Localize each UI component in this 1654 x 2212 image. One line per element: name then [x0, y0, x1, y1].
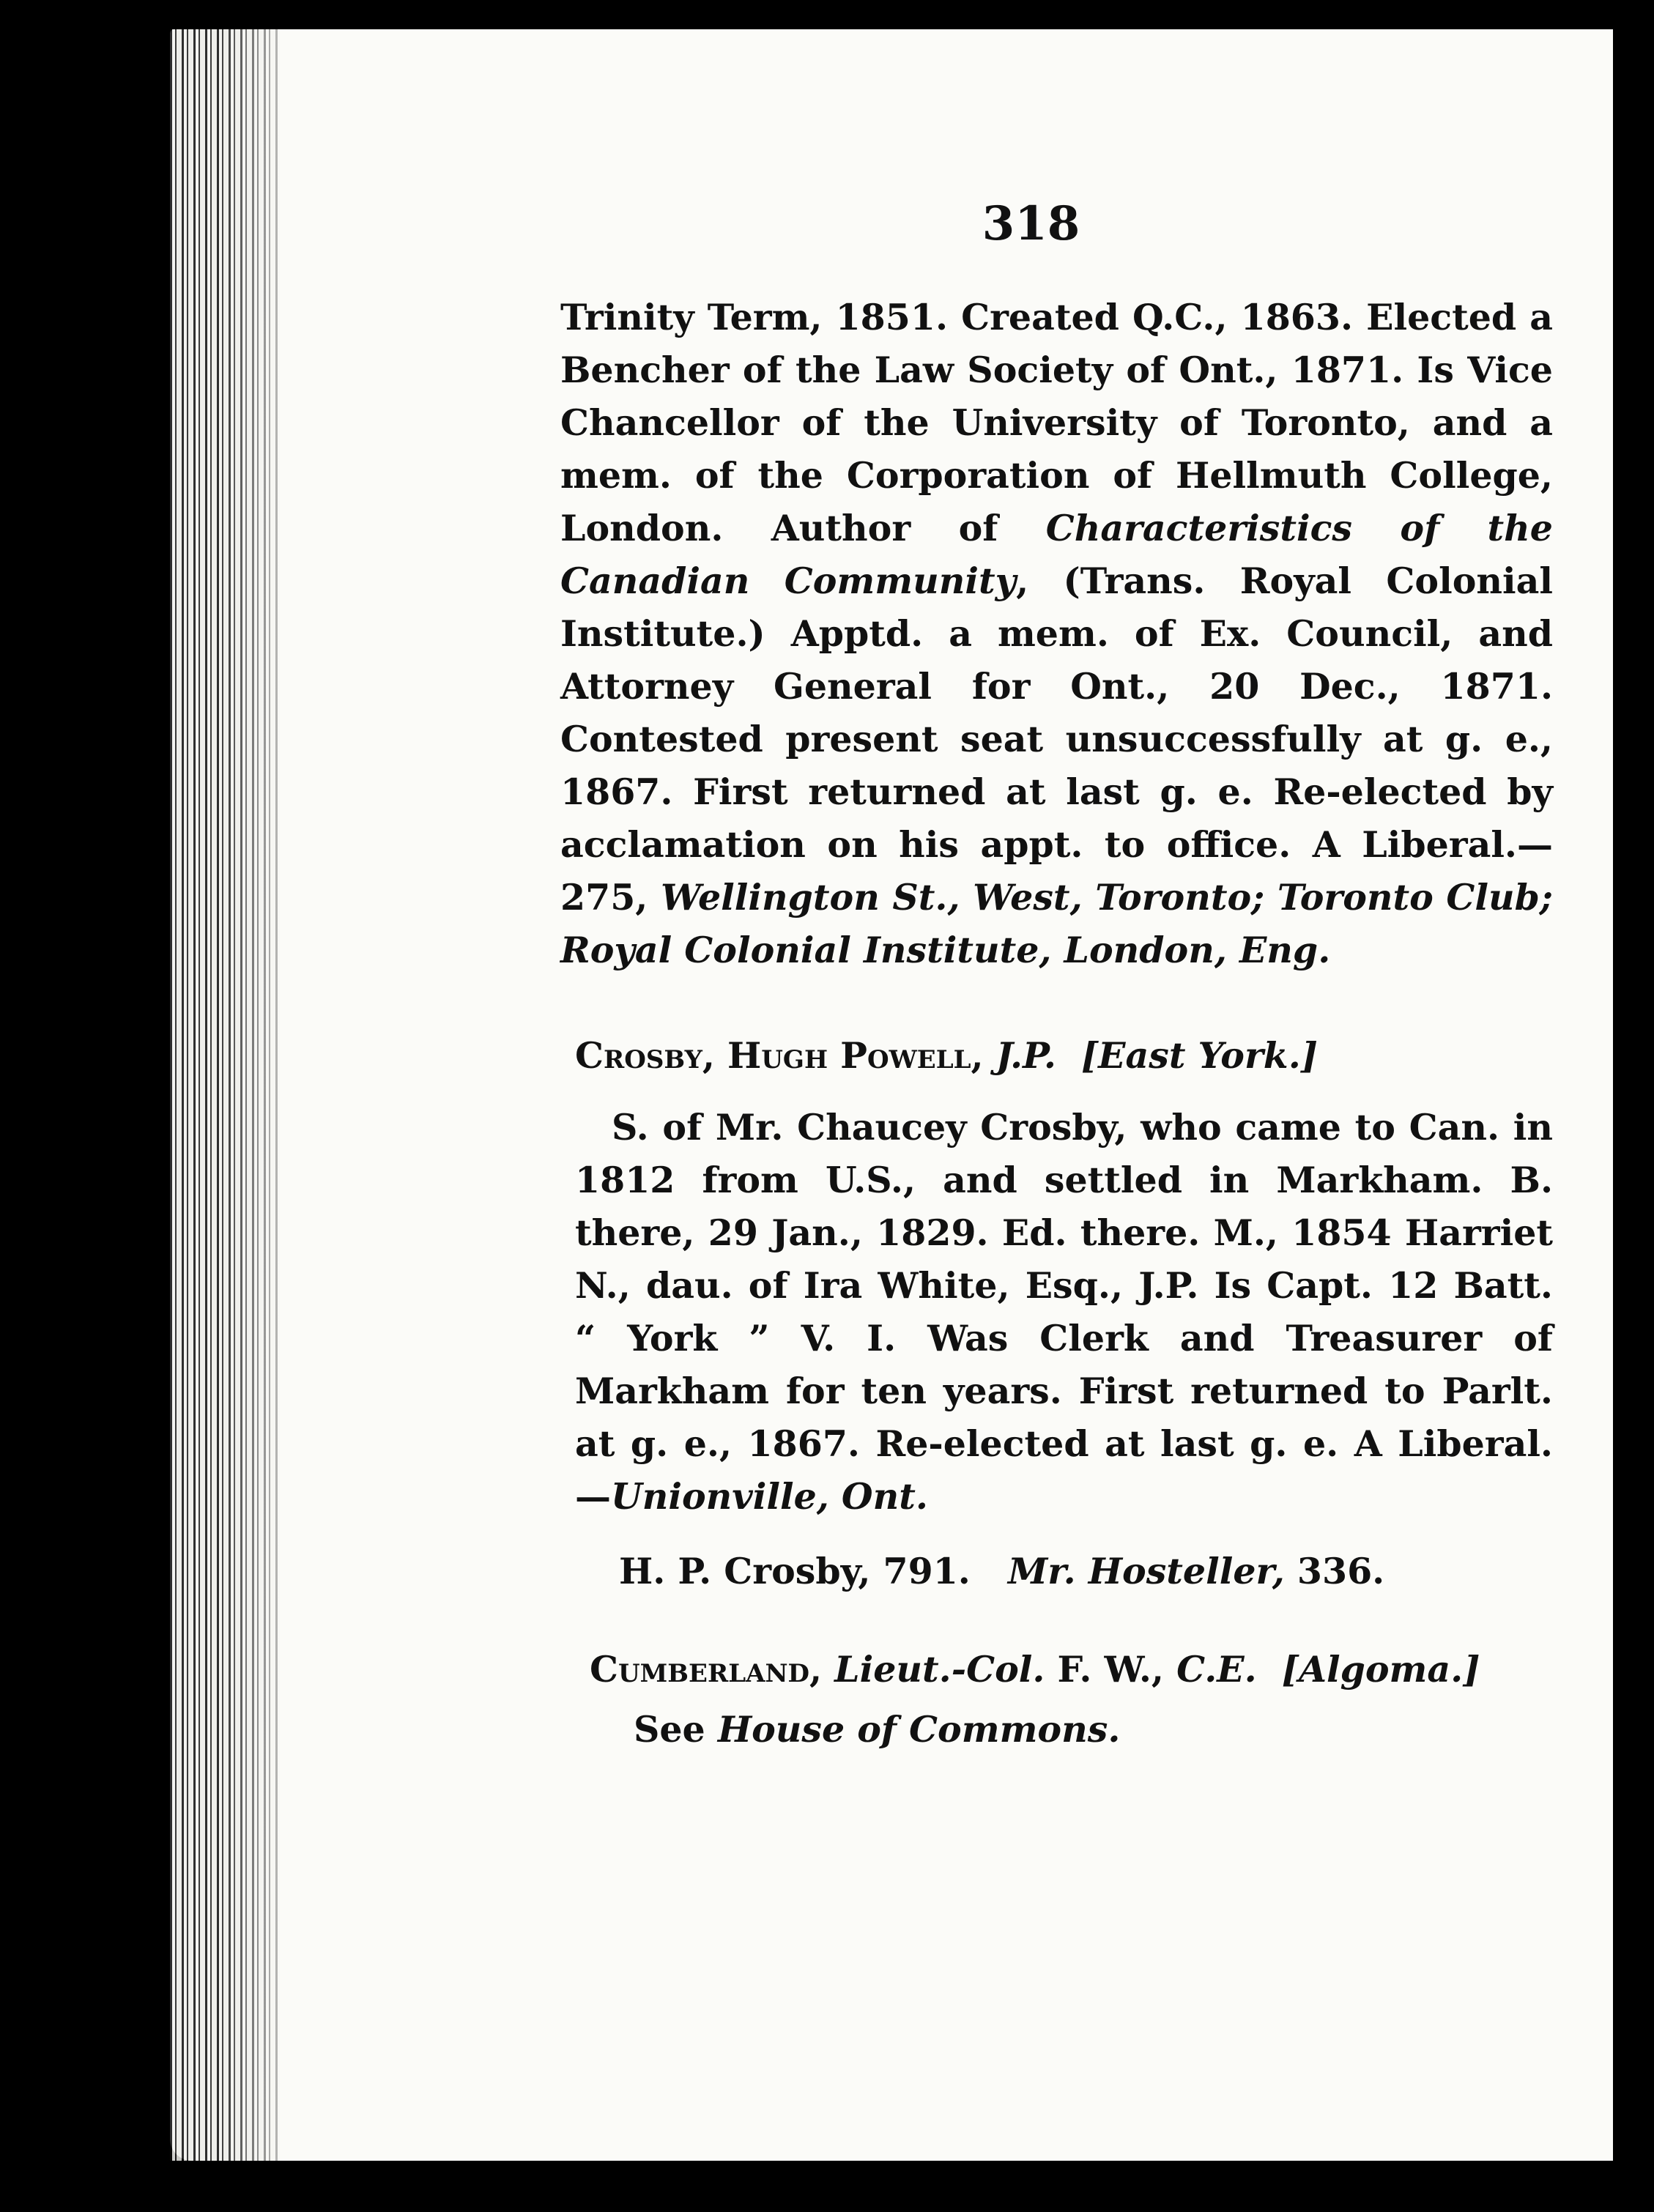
- crosby-names: Hugh Powell,: [727, 1034, 984, 1077]
- cumberland-initials: F. W.,: [1057, 1648, 1164, 1690]
- entry-crosby-heading: [575, 1029, 1553, 1082]
- cumberland-surname: Cumberland,: [590, 1648, 823, 1690]
- crosby-constituency: [East York.]: [1081, 1034, 1318, 1077]
- entry-crosby-paragraph: [575, 1101, 1553, 1523]
- page-edge-fade: [220, 29, 308, 2161]
- crosby-votes-a: H. P. Crosby, 791.: [619, 1550, 971, 1592]
- entry-continued-book-title: Characteristics of the Canadian Community: [560, 507, 1553, 602]
- crosby-body-text: S. of Mr. Chaucey Crosby, who came to Can. in 1812 from U.S., and settled in Markham. B. there, 29 Jan., 1829. Ed. there. M., 1854 Harriet N., dau. of Ira White, Esq., J.P. Is Capt. 12 Batt. “ York ” V. I. Was Clerk and Treasurer of Markham for ten years. First returned to Parlt. at g. e., 1867. Re-elected at last g. e. A Liberal.—: [575, 1106, 1553, 1518]
- cumberland-constituency: [Algoma.]: [1281, 1648, 1480, 1690]
- crosby-title: J.P.: [995, 1034, 1056, 1077]
- cumberland-title: C.E.: [1176, 1648, 1257, 1690]
- crosby-votes: [619, 1545, 1553, 1597]
- crosby-address: Unionville, Ont.: [611, 1475, 928, 1518]
- entry-continued-text-b: , (Trans. Royal Colonial Institute.) Apptd. a mem. of Ex. Council, and Attorney General for Ont., 20 Dec., 1871. Contested present seat unsuccessfully at g. e., 1867. First returned at last g. e. Re-elected by acclamation on his appt. to office. A Liberal.—275,: [560, 560, 1553, 918]
- cumberland-see-reference: [634, 1703, 1553, 1756]
- page-text: [560, 183, 1553, 1756]
- cumberland-rank: Lieut.-Col.: [834, 1648, 1045, 1690]
- page-number: 318: [982, 196, 1080, 251]
- entry-continued-paragraph: [560, 291, 1553, 976]
- entry-cumberland-heading: [590, 1643, 1553, 1696]
- crosby-votes-b-name: Mr. Hosteller,: [1008, 1550, 1285, 1592]
- entry-continued-text-a: Trinity Term, 1851. Created Q.C., 1863. Elected a Bencher of the Law Society of Ont., 1871. Is Vice Chancellor of the University of Toronto, and a mem. of the Corporation of Hellmuth College, London. Author of: [560, 296, 1553, 549]
- cumberland-see-text: See: [634, 1708, 705, 1751]
- entry-continued-address: Wellington St., West, Toronto; Toronto Club; Royal Colonial Institute, London, Eng.: [560, 876, 1553, 971]
- cumberland-see-target: House of Commons.: [717, 1708, 1121, 1751]
- crosby-surname: Crosby,: [575, 1034, 715, 1077]
- crosby-votes-b-count: 336.: [1297, 1550, 1385, 1592]
